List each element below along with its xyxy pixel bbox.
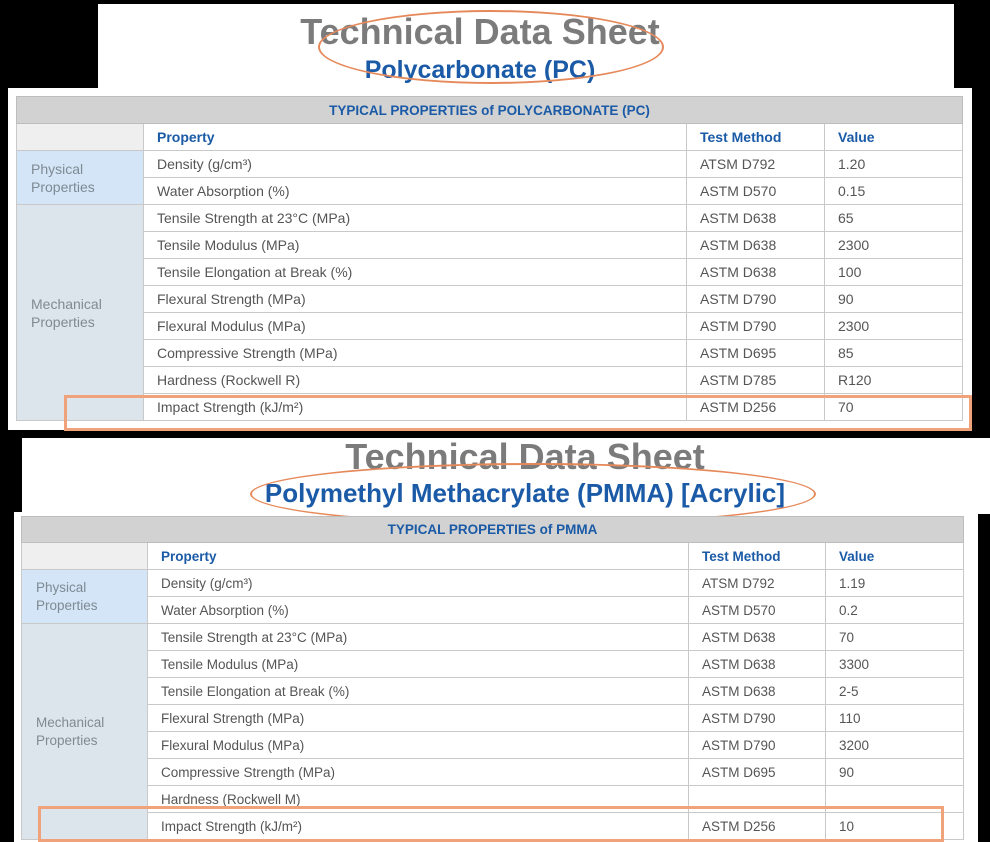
value-cell: 70 [825,394,963,421]
table-row [22,597,964,624]
property-cell: Impact Strength (kJ/m²) [148,813,689,840]
mechanical-properties-group: Mechanical Properties [22,624,148,840]
value-cell: 90 [826,759,964,786]
property-cell: Water Absorption (%) [148,597,689,624]
property-cell: Tensile Strength at 23°C (MPa) [144,205,687,232]
value-cell [826,786,964,813]
property-cell: Density (g/cm³) [148,570,689,597]
test-method-cell: ASTM D638 [687,205,825,232]
test-method-cell: ASTM D256 [687,394,825,421]
test-method-column-header: Test Method [689,543,826,570]
sheet-2-properties-table [21,516,964,840]
table-row [22,813,964,840]
property-column-header: Property [148,543,689,570]
test-method-cell: ASTM D638 [689,651,826,678]
value-cell: 3300 [826,651,964,678]
property-cell: Tensile Strength at 23°C (MPa) [148,624,689,651]
test-method-cell: ASTM D790 [687,313,825,340]
table-row [17,232,963,259]
physical-properties-group: Physical Properties [22,570,148,624]
property-cell: Hardness (Rockwell M) [148,786,689,813]
value-column-header: Value [826,543,964,570]
property-cell: Flexural Modulus (MPa) [144,313,687,340]
value-cell: 1.19 [826,570,964,597]
value-cell: 110 [826,705,964,732]
table-row [17,394,963,421]
table-row [17,178,963,205]
group-header-blank [17,124,144,151]
test-method-cell: ASTM D790 [689,705,826,732]
table-header-row [22,543,964,570]
property-cell: Hardness (Rockwell R) [144,367,687,394]
test-method-cell: ASTM D790 [689,732,826,759]
test-method-column-header: Test Method [687,124,825,151]
test-method-cell [689,786,826,813]
value-cell: 1.20 [825,151,963,178]
property-cell: Water Absorption (%) [144,178,687,205]
table-row [17,340,963,367]
mechanical-properties-group: Mechanical Properties [17,205,144,421]
value-cell: 3200 [826,732,964,759]
sheet-2-title: Technical Data Sheet [345,436,705,477]
test-method-cell: ASTM D695 [687,340,825,367]
table-row [17,205,963,232]
table-row [22,678,964,705]
test-method-cell: ASTM D638 [687,232,825,259]
table-row [17,259,963,286]
value-cell: 65 [825,205,963,232]
test-method-cell: ASTM D790 [687,286,825,313]
value-cell: R120 [825,367,963,394]
value-cell: 0.15 [825,178,963,205]
property-cell: Density (g/cm³) [144,151,687,178]
test-method-cell: ASTM D570 [689,597,826,624]
table-caption: TYPICAL PROPERTIES of PMMA [22,517,964,543]
table-row [22,732,964,759]
value-cell: 2-5 [826,678,964,705]
property-cell: Impact Strength (kJ/m²) [144,394,687,421]
table-caption-row [17,97,963,124]
table-caption: TYPICAL PROPERTIES of POLYCARBONATE (PC) [17,97,963,124]
test-method-cell: ASTM D785 [687,367,825,394]
property-cell: Tensile Modulus (MPa) [144,232,687,259]
table-row [17,313,963,340]
value-cell: 10 [826,813,964,840]
sheet-1-title: Technical Data Sheet [300,11,660,52]
property-cell: Tensile Modulus (MPa) [148,651,689,678]
property-column-header: Property [144,124,687,151]
table-row [17,151,963,178]
test-method-cell: ASTM D638 [687,259,825,286]
table-row [22,705,964,732]
table-row [17,367,963,394]
table-row [22,570,964,597]
property-cell: Compressive Strength (MPa) [148,759,689,786]
sheet-1-properties-table [16,96,963,421]
table-row [22,624,964,651]
property-cell: Flexural Strength (MPa) [144,286,687,313]
value-cell: 85 [825,340,963,367]
sheet-2-subtitle: Polymethyl Methacrylate (PMMA) [Acrylic] [264,478,786,508]
test-method-cell: ATSM D792 [689,570,826,597]
test-method-cell: ASTM D695 [689,759,826,786]
value-column-header: Value [825,124,963,151]
sheet-1-subtitle: Polycarbonate (PC) [364,56,596,84]
property-cell: Tensile Elongation at Break (%) [144,259,687,286]
test-method-cell: ASTM D638 [689,624,826,651]
physical-properties-group: Physical Properties [17,151,144,205]
property-cell: Flexural Strength (MPa) [148,705,689,732]
property-cell: Compressive Strength (MPa) [144,340,687,367]
test-method-cell: ASTM D256 [689,813,826,840]
table-row [22,786,964,813]
table-row [22,651,964,678]
value-cell: 2300 [825,232,963,259]
test-method-cell: ASTM D570 [687,178,825,205]
value-cell: 70 [826,624,964,651]
test-method-cell: ASTM D638 [689,678,826,705]
table-row [22,759,964,786]
group-header-blank [22,543,148,570]
table-row [17,286,963,313]
table-caption-row [22,517,964,543]
property-cell: Tensile Elongation at Break (%) [148,678,689,705]
property-cell: Flexural Modulus (MPa) [148,732,689,759]
test-method-cell: ATSM D792 [687,151,825,178]
value-cell: 100 [825,259,963,286]
value-cell: 2300 [825,313,963,340]
table-header-row [17,124,963,151]
value-cell: 0.2 [826,597,964,624]
value-cell: 90 [825,286,963,313]
